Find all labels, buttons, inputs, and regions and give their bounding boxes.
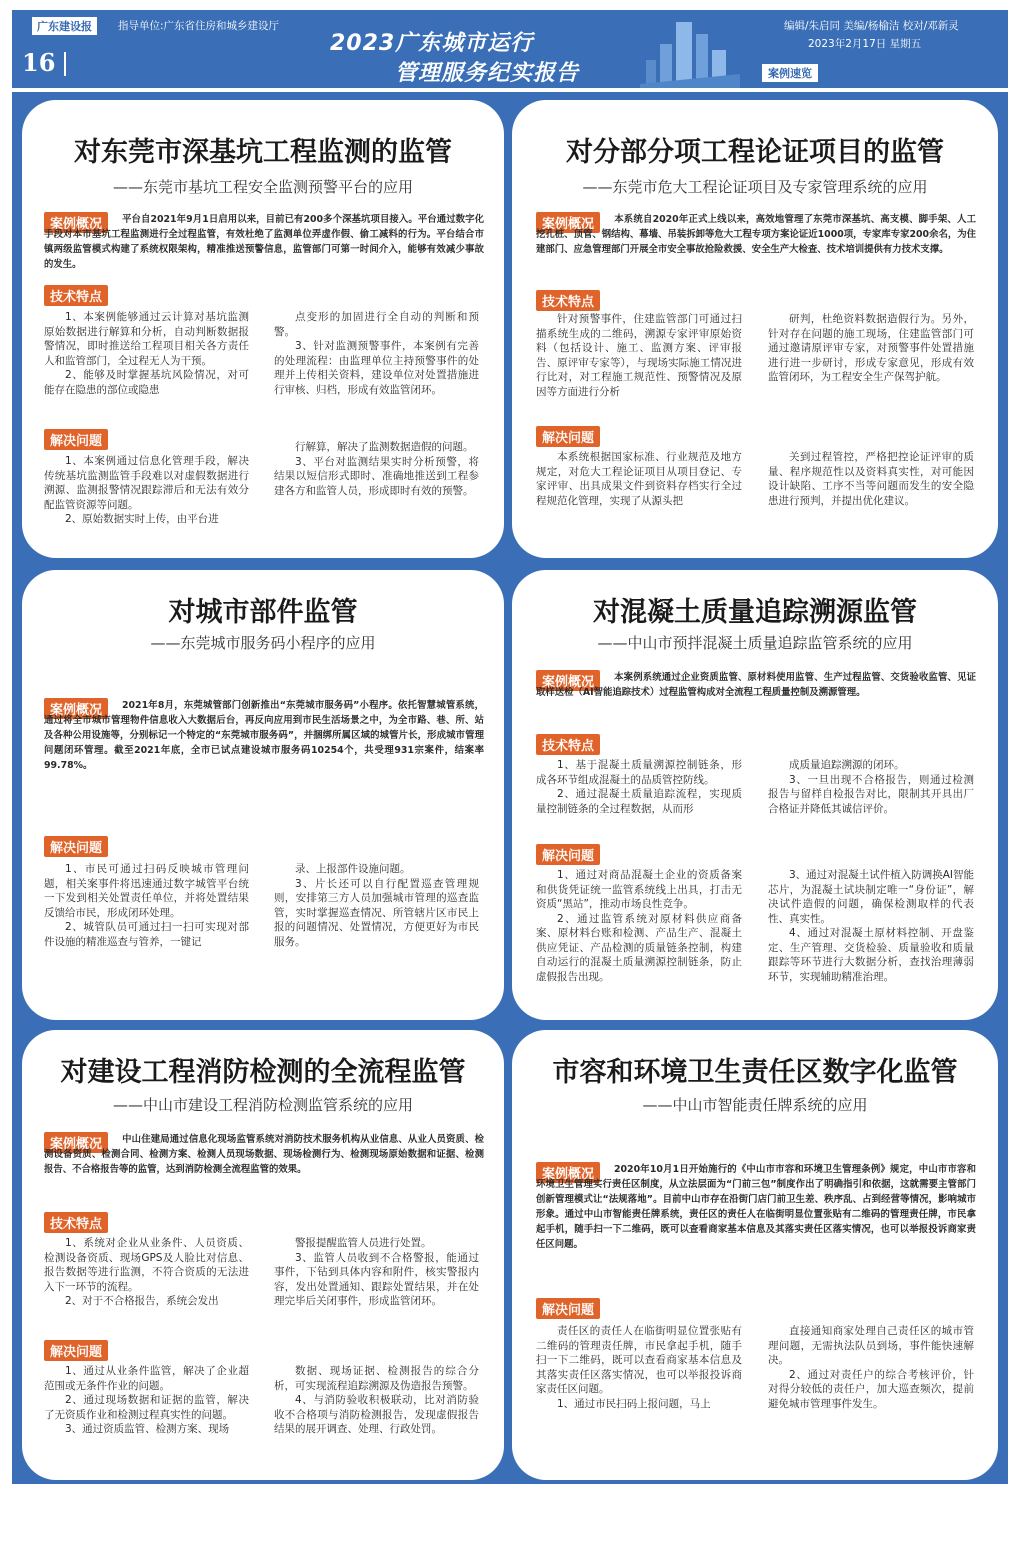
card-subtitle: ——东莞城市服务码小程序的应用 — [150, 634, 376, 652]
paragraph: 1、通过市民扫码上报问题，马上 — [557, 1397, 711, 1410]
card-title: 对东莞市深基坑工程监测的监管 — [74, 137, 452, 168]
card-title: 对建设工程消防检测的全流程监管 — [60, 1057, 466, 1088]
solutions-label: 解决问题 — [536, 426, 600, 447]
paragraph: 2、通过对责任户的综合考核评价，针对得分较低的责任户，加大巡查频次，提前避免城市管理事件发生。 — [768, 1368, 974, 1410]
paragraph: 2、对于不合格报告，系统会发出 — [65, 1295, 219, 1307]
paragraph: 2、城管队员可通过扫一扫可实现对部件设施的精准巡查与管养，一键记 — [44, 921, 249, 948]
solutions-right — [768, 450, 974, 508]
features-left — [44, 310, 249, 397]
overview-text: 本案例系统通过企业资质监管、原材料使用监管、生产过程监管、交货验收监管、见证取样送检（AI智能追踪技术）过程监管构成对全流程工程质量控制及溯源管理。 — [536, 672, 976, 698]
case-card-concrete-tracing — [512, 570, 998, 1020]
paragraph: 4、通过对混凝土原材料控制、开盘鉴定、生产管理、交货检验、质量验收和质量跟踪等环节进行大数据分析，查找治理薄弱环节，实现辅助精准治理。 — [768, 927, 974, 983]
solutions-right — [274, 440, 479, 498]
paragraph: 行解算，解决了监测数据造假的问题。 — [295, 441, 474, 453]
solutions-right — [274, 862, 479, 949]
solutions-label: 解决问题 — [536, 844, 600, 865]
publication-tag: 广东建设报 — [32, 17, 97, 35]
card-title: 对城市部件监管 — [168, 597, 358, 628]
paragraph: 2、通过混凝土质量追踪流程，实现质量控制链条的全过程数据，从而形 — [536, 788, 742, 815]
paragraph: 点变形的加固进行全自动的判断和预警。 — [274, 311, 479, 338]
card-subtitle: ——东莞市危大工程论证项目及专家管理系统的应用 — [582, 178, 928, 196]
editors-credit: 编辑/朱启同 美编/杨榆洁 校对/邓新灵 — [784, 20, 959, 32]
paragraph: 直接通知商家处理自己责任区的城市管理问题，无需执法队员到场，事件能快速解决。 — [768, 1325, 974, 1366]
solutions-label: 解决问题 — [44, 429, 108, 450]
overview-label: 案例概况 — [44, 212, 108, 233]
solutions-left — [44, 862, 249, 949]
paragraph: 警报提醒监管人员进行处置。 — [295, 1237, 432, 1249]
paragraph: 关到过程管控，严格把控论证评审的质量、程序规范性以及资料真实性，对可能因设计缺陷、工序不当等问题而发生的安全隐患进行预判，并提出优化建议。 — [768, 451, 974, 507]
case-card-subproject-review — [512, 100, 998, 558]
card-title: 对分部分项工程论证项目的监管 — [566, 137, 944, 168]
card-subtitle: ——中山市预拌混凝土质量追踪监管系统的应用 — [597, 634, 913, 652]
page-number: 16 — [22, 48, 56, 77]
solutions-label: 解决问题 — [536, 1298, 600, 1319]
features-right — [274, 310, 479, 397]
features-right — [768, 758, 974, 816]
solutions-right — [768, 868, 974, 984]
overview-text: 本系统自2020年正式上线以来，高效地管理了东莞市深基坑、高支模、脚手架、人工挖孔桩、顶管、钢结构、幕墙、吊装拆卸等危大工程专项方案论证近1000项，专家库专家200余名，为住建部门、应急管理部门开展全市安全事故抢险救援、安全生产大检查、技术培训提供有力技术支撑。 — [536, 214, 976, 255]
paragraph: 1、通过从业条件监管，解决了企业超范围或无条件作业的问题。 — [44, 1365, 249, 1392]
solutions-left — [536, 450, 742, 508]
paragraph: 成质量追踪溯源的闭环。 — [789, 759, 905, 771]
solutions-left — [536, 868, 742, 984]
solutions-label: 解决问题 — [44, 836, 108, 857]
features-right — [274, 1236, 479, 1309]
card-title: 市容和环境卫生责任区数字化监管 — [552, 1057, 958, 1088]
overview-label: 案例概况 — [536, 212, 600, 233]
features-left — [536, 312, 742, 399]
solutions-right — [768, 1324, 974, 1411]
paragraph: 3、通过对混凝土试件植入防调换AI智能芯片，为混凝土试块制定唯一“身份证”，解决试件造假的问题，确保检测取样的代表性、真实性。 — [768, 869, 974, 925]
overview-label: 案例概况 — [536, 1162, 600, 1183]
card-title: 对混凝土质量追踪溯源监管 — [593, 597, 917, 628]
paragraph: 3、针对监测预警事件，本案例有完善的处理流程：由监理单位主持预警事件的处理并上传相关资料，建设单位对处置措施进行审核、归档，形成有效监管闭环。 — [274, 340, 479, 396]
features-label: 技术特点 — [44, 1212, 108, 1233]
case-card-deep-foundation — [22, 100, 504, 558]
paragraph: 3、监管人员收到不合格警报，能通过事件，下钻到具体内容和附件，核实警报内容，发出处置通知、跟踪处置结果，并在处理完毕后关闭事件，形成监管闭环。 — [274, 1251, 479, 1307]
features-right — [768, 312, 974, 385]
overview-label: 案例概况 — [536, 670, 600, 691]
page-number-divider — [64, 52, 66, 76]
paragraph: 本系统根据国家标准、行业规范及地方规定，对危大工程论证项目从项目登记、专家评审、出具成果文件到资料存档实行全过程规范化管理，实现了从源头把 — [536, 451, 742, 507]
paragraph: 2、能够及时掌握基坑风险情况，对可能存在隐患的部位或隐患 — [44, 369, 249, 396]
paragraph: 3、平台对监测结果实时分析预警，将结果以短信形式即时、准确地推送到工程参建各方和监管人员，形成即时有效的预警。 — [274, 455, 479, 497]
paragraph: 2、通过现场数据和证据的监管，解决了无资质作业和检测过程真实性的问题。 — [44, 1394, 249, 1421]
paragraph: 1、市民可通过扫码反映城市管理问题，相关案事件将迅速通过数字城管平台统一下发到相关处置责任单位，并将处置结果反馈给市民，形成闭环处理。 — [44, 863, 249, 919]
overview-text: 中山住建局通过信息化现场监管系统对消防技术服务机构从业信息、从业人员资质、检测设备资质、检测合同、检测方案、检测人员现场数据、现场检测行为、检测现场原始数据和证据、检测报告、不合格报告等的监管，达到消防检测全流程监管的效果。 — [44, 1134, 484, 1175]
paragraph: 3、通过资质监管、检测方案、现场 — [65, 1423, 230, 1435]
paragraph: 2、原始数据实时上传，由平台进 — [65, 513, 219, 525]
paragraph: 针对预警事件，住建监管部门可通过扫描系统生成的二维码，溯源专家评审原始资料（包括设计、施工、监测方案、评审报告、原评审专家等），与现场实际施工情况进行比对，对工程施工规范性、预警情况及原因等方面进行分析 — [536, 313, 742, 398]
case-card-sanitation-zone — [512, 1030, 998, 1480]
solutions-left — [44, 454, 249, 527]
paragraph: 研判，杜绝资料数据造假行为。另外，针对存在问题的施工现场，住建监管部门可通过邀请原评审专家，对预警事件处置措施进行进一步研讨，形成专家意见，形成有效监管闭环，为工程安全生产保驾护航。 — [768, 313, 974, 383]
card-subtitle: ——中山市智能责任牌系统的应用 — [642, 1096, 868, 1114]
paragraph: 数据、现场证据、检测报告的综合分析，可实现流程追踪溯源及伪造报告预警。 — [274, 1365, 479, 1392]
report-title-line1: 2023广东城市运行 — [330, 31, 534, 56]
solutions-left — [44, 1364, 249, 1437]
overview-text: 2020年10月1日开始施行的《中山市市容和环境卫生管理条例》规定，中山市市容和环境卫生管理实行责任区制度，从立法层面为“门前三包”制度作出了明确指引和依据，这就需要主管部门创新管理模式让“法规落地”。目前中山市存在沿街门店门前卫生差、秩序乱、占到经营等情况，影响城市形象。通过中山市智能责任牌系统，责任区的责任人在临街明显位置张贴有二维码的管理责任牌，市民拿起手机，随手扫一下二维码，既可以查看商家基本信息及其落实责任区落实情况，也可以举报投诉商家责任区问题。 — [536, 1164, 976, 1250]
case-card-fire-testing — [22, 1030, 504, 1480]
paragraph: 1、本案例通过信息化管理手段，解决传统基坑监测监管手段难以对虚假数据进行溯源、监测报警情况跟踪滞后和无法有效分配监管资源等问题。 — [44, 455, 249, 511]
features-left — [44, 1236, 249, 1309]
paragraph: 1、通过对商品混凝土企业的资质备案和供货凭证统一监管系统线上出具，打击无资质“黑站”，推动市场良性竞争。 — [536, 869, 742, 910]
solutions-label: 解决问题 — [44, 1340, 108, 1361]
features-left — [536, 758, 742, 816]
features-label: 技术特点 — [536, 290, 600, 311]
features-label: 技术特点 — [44, 285, 108, 306]
paragraph: 3、片长还可以自行配置巡查管理规则，安排第三方人员加强城市管理的巡查监管，实时掌握巡查情况、所管辖片区市民上报的问题情况、处置情况，方便更好为市民服务。 — [274, 877, 479, 948]
overview-text: 平台自2021年9月1日启用以来，目前已有200多个深基坑项目接入。平台通过数字化手段对本市基坑工程监测进行全过程监管，有效杜绝了监测单位弄虚作假、偷工减料的行为。平台结合市镇两级监管模式构建了系统权限架构，精准推送预警信息，监管部门可第一时间介入，能够有效减少事故的发生。 — [44, 214, 484, 270]
overview-label: 案例概况 — [44, 698, 108, 719]
solutions-left — [536, 1324, 742, 1411]
paragraph: 1、本案例能够通过云计算对基坑监测原始数据进行解算和分析，自动判断数据报警情况，即时推送给工程项目相关各方责任人和监管部门，全过程无人为干预。 — [44, 311, 249, 367]
guide-unit: 指导单位:广东省住房和城乡建设厅 — [118, 20, 280, 32]
paragraph: 4、与消防验收积极联动，比对消防验收不合格项与消防检测报告，发现虚假报告结果的展开调查、处理、行政处罚。 — [274, 1394, 479, 1435]
issue-date: 2023年2月17日 星期五 — [808, 38, 922, 50]
overview-label: 案例概况 — [44, 1132, 108, 1153]
section-tag: 案例速览 — [762, 64, 818, 82]
overview-text: 2021年8月，东莞城管部门创新推出“东莞城市服务码”小程序。依托智慧城管系统，通过将全市城市管理物件信息收入大数据后台，再反向应用到市民生活场景之中，为全市路、巷、所、站及各种公用设施等，分别标记一个特定的“东莞城市服务码”，并捆绑所属区域的城管片长，形成城市管理问题闭环管理。截至2021年底，全市已试点建设城市服务码10254个，共受理931宗案件，结案率99.78%。 — [44, 700, 484, 771]
city-buildings-illustration — [640, 14, 740, 88]
solutions-right — [274, 1364, 479, 1437]
card-subtitle: ——中山市建设工程消防检测监管系统的应用 — [112, 1096, 413, 1114]
features-label: 技术特点 — [536, 734, 600, 755]
card-subtitle: ——东莞市基坑工程安全监测预警平台的应用 — [112, 178, 413, 196]
report-title-line2: 管理服务纪实报告 — [395, 61, 580, 86]
paragraph: 录、上报部件设施问题。 — [295, 863, 411, 875]
paragraph: 1、基于混凝土质量溯源控制链条，形成各环节组成混凝土的品质管控防线。 — [536, 759, 742, 786]
paragraph: 1、系统对企业从业条件、人员资质、检测设备资质、现场GPS及人脸比对信息、报告数据等进行监测，不符合资质的无法进入下一环节的流程。 — [44, 1237, 249, 1293]
paragraph: 3、一旦出现不合格报告，则通过检测报告与留样自检报告对比，限制其开具出厂合格证并降低其诚信评价。 — [768, 773, 974, 815]
paragraph: 2、通过监管系统对原材料供应商备案、原材料台账和检测、产品生产、混凝土供应凭证、产品检测的质量链条控制，构建自动运行的混凝土质量溯源控制链条，防止虚假报告出现。 — [536, 912, 742, 983]
paragraph: 责任区的责任人在临街明显位置张贴有二维码的管理责任牌，市民拿起手机，随手扫一下二维码，既可以查看商家基本信息及其落实责任区落实情况，也可以举报投诉商家责任区问题。 — [536, 1325, 742, 1395]
case-card-city-components — [22, 570, 504, 1020]
